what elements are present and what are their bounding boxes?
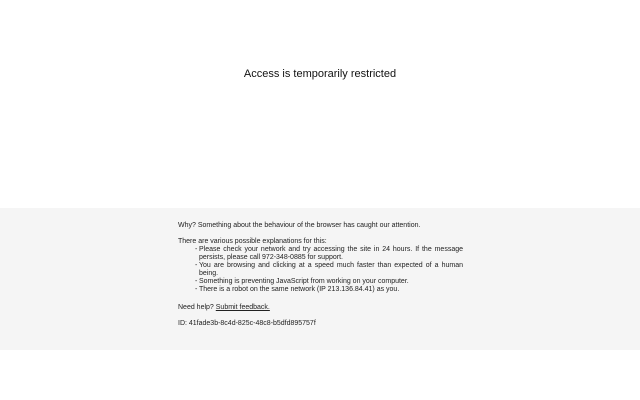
request-id: ID: 41fade3b-8c4d-825c-48c8-b5dfd895757f [178, 320, 316, 327]
spacer [178, 294, 463, 304]
reason-item: - There is a robot on the same network (IP 213.136.84.41) as you. [195, 286, 463, 294]
reason-item: - You are browsing and clicking at a speed much faster than expected of a human being. [195, 262, 463, 278]
help-prefix: Need help? [178, 304, 214, 311]
footer-area [0, 350, 640, 400]
submit-feedback-link[interactable]: Submit feedback. [215, 304, 270, 311]
why-text: Why? Something about the behaviour of the browser has caught our attention. [178, 222, 421, 229]
page-title: Access is temporarily restricted [243, 68, 397, 80]
spacer [178, 312, 463, 320]
reason-item: - Something is preventing JavaScript from working on your computer. [195, 278, 463, 286]
spacer [178, 230, 463, 238]
info-content [178, 222, 463, 328]
reasons-list [178, 246, 463, 294]
reason-item: - Please check your network and try accessing the site in 24 hours. If the message persists, please call 972-348-0885 for support. [195, 246, 463, 262]
help-line [178, 304, 463, 312]
info-panel [0, 208, 640, 350]
explanations-intro: There are various possible explanations for this: [178, 238, 327, 245]
